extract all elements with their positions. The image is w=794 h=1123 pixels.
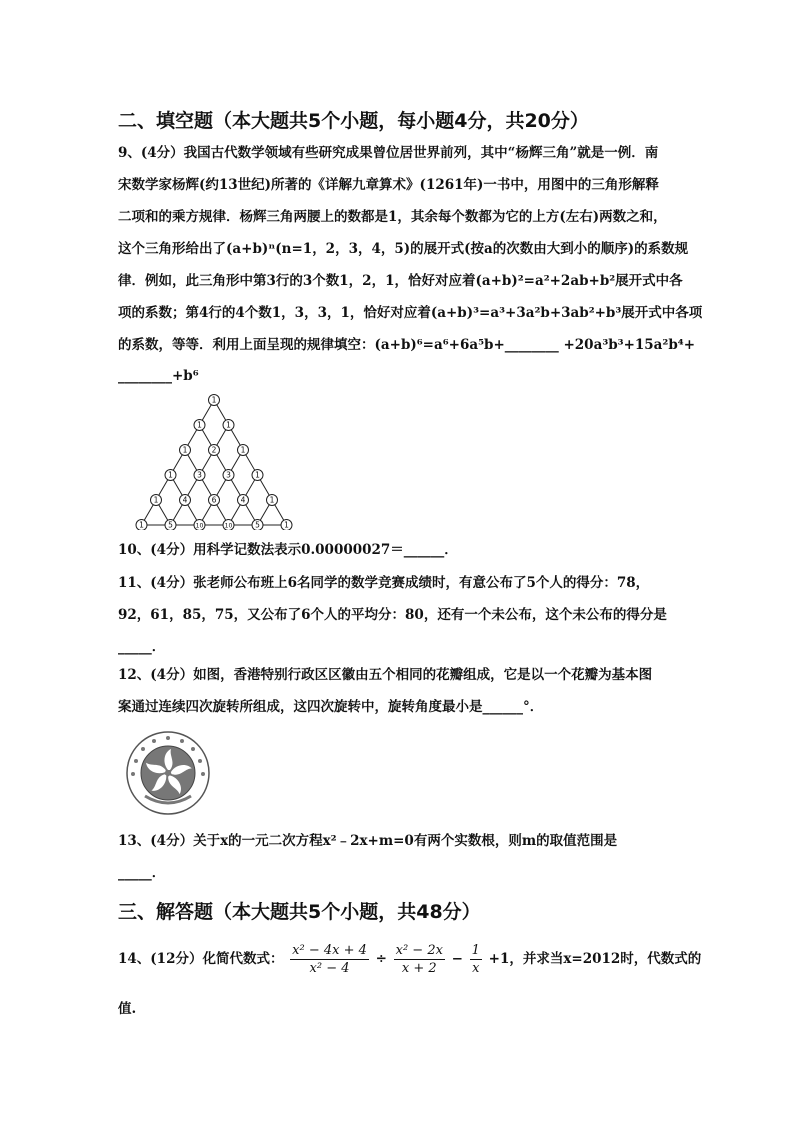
triangle-node: [209, 495, 220, 506]
triangle-node-value: 1: [284, 520, 289, 530]
minus-operator: −: [451, 951, 463, 967]
triangle-node: [180, 445, 191, 456]
triangle-node: [238, 495, 249, 506]
q11-line-2: 92，61，85，75，又公布了6个人的平均分：80，还有一个未公布，这个未公布的得分是: [118, 607, 667, 623]
triangle-node-value: 1: [269, 495, 275, 505]
triangle-node-value: 1: [255, 470, 260, 480]
triangle-node-value: 2: [211, 445, 217, 455]
q13-line-1: 13、(4分）关于x的一元二次方程x²﹣2x+m=0有两个实数根，则m的取值范围是: [118, 833, 618, 849]
triangle-node-value: 6: [211, 495, 217, 505]
fraction-2: [394, 942, 445, 977]
triangle-node: [223, 470, 234, 481]
triangle-node-value: 1: [197, 420, 202, 430]
q12-line-2: 案通过连续四次旋转所组成，这四次旋转中，旋转角度最小是______°．: [118, 699, 544, 715]
triangle-node-value: 1: [211, 395, 217, 405]
q9-line-8: ________+b⁶: [118, 368, 199, 384]
triangle-node-value: 10: [195, 522, 204, 530]
section-2-title: 二、填空题（本大题共5个小题，每小题4分，共20分）: [118, 110, 589, 132]
triangle-node-value: 1: [139, 520, 144, 530]
fraction-1-numerator: x² − 4x + 4: [292, 943, 367, 958]
triangle-node-value: 3: [197, 470, 202, 480]
q14-tail: +1，并求当x=2012时，代数式的: [488, 951, 702, 967]
q9-line-2: 宋数学家杨辉(约13世纪)所著的《详解九章算术》(1261年)一书中，用图中的三角形解释: [118, 177, 659, 193]
q9-line-3: 二项和的乘方规律．杨辉三角两腰上的数都是1，其余每个数都为它的上方(左右)两数之和，: [118, 209, 667, 225]
triangle-node-value: 5: [255, 520, 260, 530]
triangle-node: [194, 470, 205, 481]
triangle-node-value: 3: [226, 470, 231, 480]
triangle-node: [209, 395, 220, 406]
triangle-node-value: 1: [226, 420, 231, 430]
triangle-node: [252, 520, 263, 531]
q14-line-2: 值.: [118, 1001, 137, 1017]
triangle-node: [180, 495, 191, 506]
triangle-node: [165, 520, 176, 531]
fraction-3-denominator: x: [472, 961, 480, 976]
q9-line-6: 项的系数；第4行的4个数1，3，3，1，恰好对应着(a+b)³=a³+3a²b+3ab²+b³展开式中各项: [118, 305, 703, 321]
hong-kong-emblem-image: [125, 730, 211, 816]
q9-line-1: 9、(4分）我国古代数学领域有些研究成果曾位居世界前列，其中“杨辉三角”就是一例．南: [118, 145, 659, 161]
question-10: 10、(4分）用科学记数法表示0.00000027＝______．: [118, 542, 458, 558]
triangle-node: [194, 420, 205, 431]
triangle-node: [223, 520, 234, 531]
triangle-node-value: 10: [224, 522, 233, 530]
q9-line-4: 这个三角形给出了(a+b)ⁿ(n=1，2，3，4，5)的展开式(按a的次数由大到小的顺序)的系数规: [118, 241, 689, 257]
triangle-node: [281, 520, 292, 531]
q9-line-7: 的系数，等等．利用上面呈现的规律填空：(a+b)⁶=a⁶+6a⁵b+________ +20a³b³+15a²b⁴+: [118, 337, 696, 353]
triangle-node: [238, 445, 249, 456]
triangle-node: [151, 495, 162, 506]
triangle-node-value: 1: [153, 495, 159, 505]
divide-operator: ÷: [375, 951, 387, 967]
triangle-node-value: 4: [240, 495, 246, 505]
q13-line-2: _____．: [118, 865, 166, 881]
fraction-1: [290, 942, 369, 977]
q12-line-1: 12、(4分）如图，香港特别行政区区徽由五个相同的花瓣组成，它是以一个花瓣为基本图: [118, 667, 653, 683]
yang-hui-triangle-figure: [125, 390, 305, 530]
q14-line-1: [118, 940, 701, 978]
triangle-node: [165, 470, 176, 481]
triangle-node: [267, 495, 278, 506]
fraction-1-denominator: x² − 4: [309, 961, 350, 976]
triangle-node-value: 4: [182, 495, 188, 505]
triangle-node: [223, 420, 234, 431]
fraction-2-numerator: x² − 2x: [395, 943, 443, 958]
fraction-3-numerator: 1: [471, 943, 480, 958]
triangle-node-value: 1: [240, 445, 246, 455]
triangle-node-value: 1: [168, 470, 173, 480]
q9-line-5: 律．例如，此三角形中第3行的3个数1，2，1，恰好对应着(a+b)²=a²+2ab+b²展开式中各: [118, 273, 683, 289]
triangle-node: [209, 445, 220, 456]
triangle-node-value: 1: [182, 445, 188, 455]
triangle-node: [136, 520, 147, 531]
q11-line-1: 11、(4分）张老师公布班上6名同学的数学竞赛成绩时，有意公布了5个人的得分：78，: [118, 575, 650, 591]
triangle-node-value: 5: [168, 520, 173, 530]
fraction-2-denominator: x + 2: [401, 961, 437, 976]
section-3-title: 三、解答题（本大题共5个小题，共48分）: [118, 901, 481, 923]
fraction-3: [470, 942, 482, 977]
triangle-node: [194, 520, 205, 531]
q11-line-3: _____．: [118, 639, 166, 655]
q14-prefix: 14、(12分）化简代数式：: [118, 951, 284, 967]
triangle-node: [252, 470, 263, 481]
